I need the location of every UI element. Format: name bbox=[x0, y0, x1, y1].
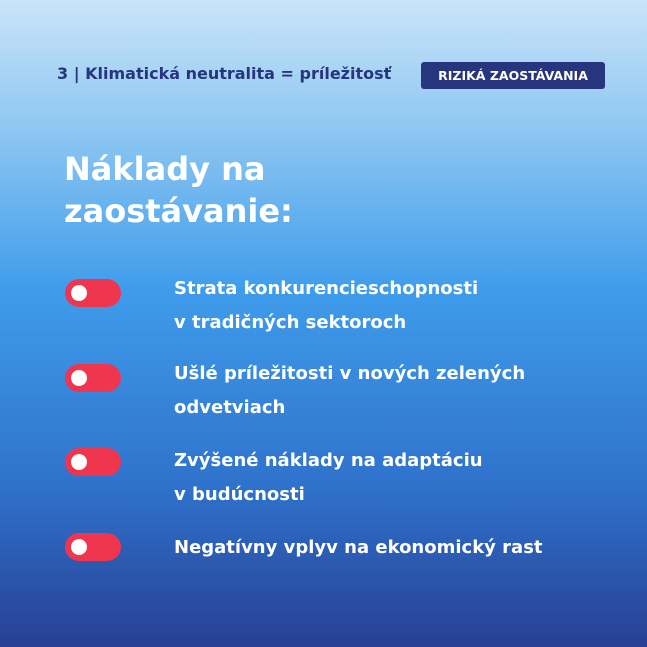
toggle-knob bbox=[71, 539, 87, 555]
section-badge: RIZIKÁ ZAOSTÁVANIA bbox=[421, 62, 605, 89]
toggle-icon bbox=[65, 279, 121, 307]
list-item-line-1: Ušlé príležitosti v nových zelených bbox=[174, 363, 526, 384]
list-item-text bbox=[174, 444, 624, 512]
toggle-knob bbox=[71, 285, 87, 301]
toggle-knob bbox=[71, 370, 87, 386]
list-item-text bbox=[174, 531, 624, 565]
heading-line-1: Náklady na bbox=[64, 150, 266, 188]
toggle-icon bbox=[65, 448, 121, 476]
list-item-text bbox=[174, 357, 624, 425]
toggle-icon bbox=[65, 533, 121, 561]
list-item-line-1: Zvýšené náklady na adaptáciu bbox=[174, 450, 483, 471]
list-item-line-1: Strata konkurencieschopnosti bbox=[174, 278, 479, 299]
list-item-text bbox=[174, 272, 624, 340]
list-item-line-2: odvetviach bbox=[174, 397, 286, 418]
toggle-knob bbox=[71, 454, 87, 470]
section-title: 3 | Klimatická neutralita = príležitosť bbox=[57, 64, 392, 83]
toggle-icon bbox=[65, 364, 121, 392]
list-item-line-2: v tradičných sektoroch bbox=[174, 312, 407, 333]
list-item-line-1: Negatívny vplyv na ekonomický rast bbox=[174, 537, 543, 558]
heading-line-2: zaostávanie: bbox=[64, 192, 293, 230]
list-item-line-2: v budúcnosti bbox=[174, 484, 305, 505]
